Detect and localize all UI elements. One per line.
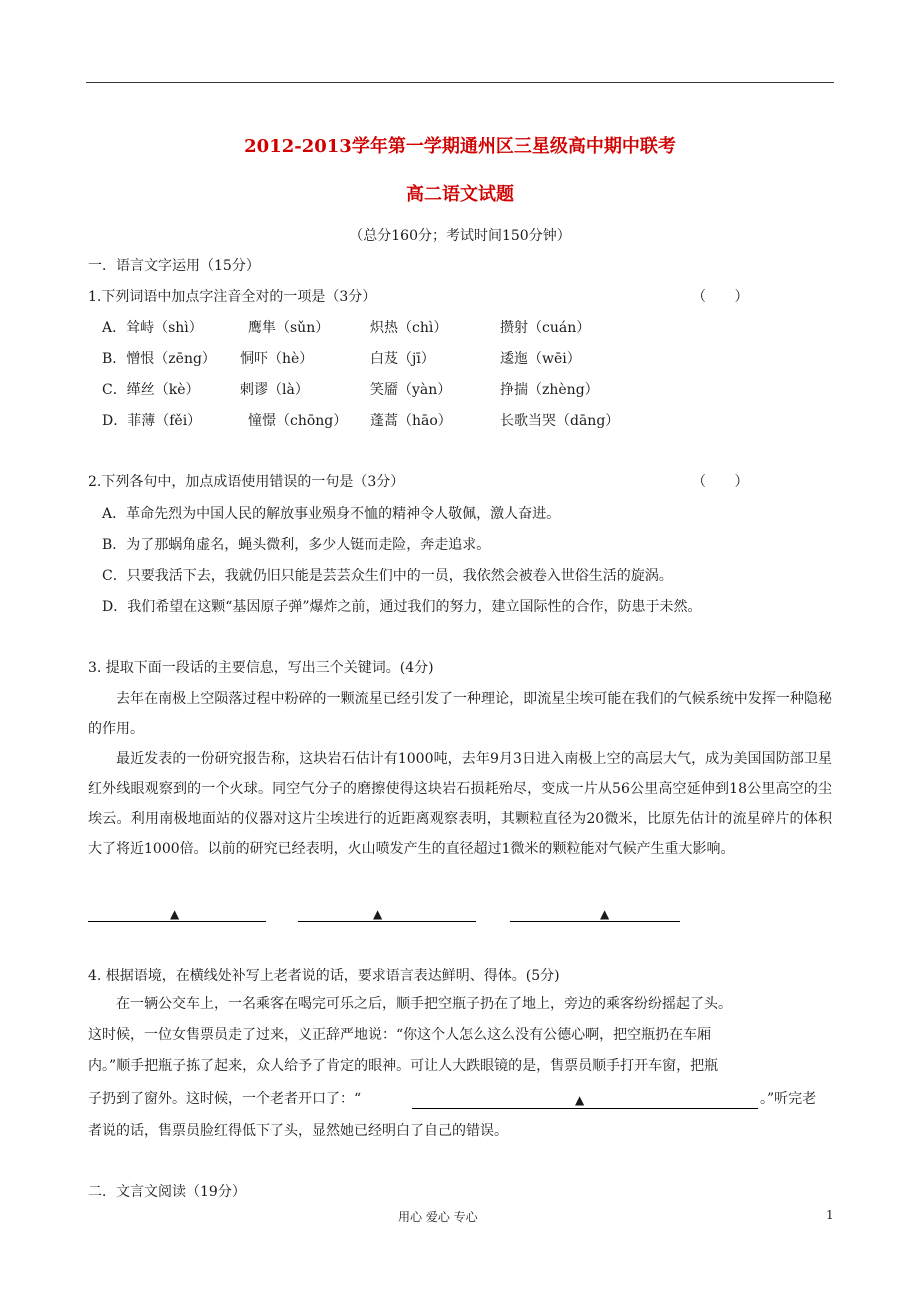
q3-answer-blank-2[interactable]	[298, 901, 476, 922]
q3-blank-3-marker-icon: ▲	[600, 907, 610, 921]
q4-passage-line-1: 在一辆公交车上，一名乘客在喝完可乐之后，顺手把空瓶子扔在了地上，旁边的乘客纷纷摇起了头。	[116, 996, 732, 1012]
page-title: 2012-2013学年第一学期通州区三星级高中期中联考	[244, 136, 676, 157]
q1-row-c-col1: C．缂丝（kè）	[102, 382, 200, 398]
q3-passage-paragraph-1: 去年在南极上空陨落过程中粉碎的一颗流星已经引发了一种理论，即流星尘埃可能在我们的气候系统中发挥一种隐秘的作用。	[88, 691, 832, 737]
q1-row-b-col2: 恫吓（hè）	[240, 351, 314, 367]
q2-option-b: B．为了那蜗角虚名，蝇头微利，多少人铤而走险，奔走追求。	[102, 537, 491, 553]
page-number: 1	[826, 1208, 834, 1222]
question-3-stem: 3. 提取下面一段话的主要信息，写出三个关键词。(4分)	[88, 660, 434, 676]
question-1-answer-bracket: （ ）	[692, 289, 749, 305]
exam-info: （总分160分；考试时间150分钟）	[349, 228, 571, 244]
q3-blank-2-marker-icon: ▲	[373, 907, 383, 921]
q1-row-b-col3: 白芨（jī）	[370, 351, 435, 367]
q2-option-a: A．革命先烈为中国人民的解放事业殒身不恤的精神令人敬佩，激人奋进。	[102, 506, 561, 522]
q4-passage-line-3: 内。”顺手把瓶子拣了起来，众人给予了肯定的眼神。可让人大跌眼镜的是，售票员顺手打开车窗，把瓶	[88, 1058, 719, 1074]
q4-passage-line-4-end: 。”听完老	[760, 1091, 817, 1107]
q1-row-a-col1: A．耸峙（shì）	[102, 320, 203, 336]
header-rule	[86, 82, 834, 83]
q1-row-b-col1: B．憎恨（zēng）	[102, 351, 216, 367]
question-2-stem: 2.下列各句中，加点成语使用错误的一句是（3分）	[88, 474, 405, 490]
q1-row-c-col3: 笑靥（yàn）	[370, 382, 452, 398]
q1-row-b-col4: 逶迤（wēi）	[500, 351, 581, 367]
q4-passage-line-5: 者说的话，售票员脸红得低下了头，显然她已经明白了自己的错误。	[88, 1123, 508, 1139]
q1-row-c-col4: 挣揣（zhèng）	[500, 382, 599, 398]
q4-blank-marker-icon: ▲	[575, 1093, 585, 1107]
q3-passage-paragraph-2: 最近发表的一份研究报告称，这块岩石估计有1000吨，去年9月3日进入南极上空的高层大气，成为美国国防部卫星红外线眼观察到的一个火球。同空气分子的磨擦使得这块岩石损耗殆尽，变成一片从56公里高空延伸到18公里高空的尘埃云。利用南极地面站的仪器对这片尘埃进行的近距离观察表明，其颗粒直径为20微米，比原先估计的流星碎片的体积大了将近1000倍。以前的研究已经表明，火山喷发产生的直径超过1微米的颗粒能对气候产生重大影响。	[88, 751, 832, 857]
q1-row-d-col1: D．菲薄（fěi）	[102, 413, 202, 429]
q1-row-a-col3: 炽热（chì）	[370, 320, 448, 336]
q3-blank-1-marker-icon: ▲	[170, 907, 180, 921]
q1-row-d-col3: 蓬蒿（hāo）	[370, 413, 452, 429]
q4-passage-line-2: 这时候，一位女售票员走了过来，义正辞严地说：“你这个人怎么这么没有公德心啊，把空瓶扔在车厢	[88, 1027, 712, 1043]
q1-row-a-col2: 鹰隼（sǔn）	[248, 320, 330, 336]
section-heading-2: 二．文言文阅读（19分）	[88, 1184, 246, 1200]
question-4-stem: 4. 根据语境，在横线处补写上老者说的话，要求语言表达鲜明、得体。(5分)	[88, 968, 560, 984]
question-2-answer-bracket: （ ）	[692, 474, 749, 490]
q1-row-d-col2: 憧憬（chōng）	[248, 413, 348, 429]
q3-answer-blank-3[interactable]	[510, 901, 680, 922]
q4-passage-line-4: 子扔到了窗外。这时候，一个老者开口了：“	[88, 1091, 362, 1107]
q2-option-d: D．我们希望在这颗“基因原子弹”爆炸之前，通过我们的努力，建立国际性的合作，防患于未然。	[102, 599, 702, 615]
page-subtitle: 高二语文试题	[406, 184, 514, 205]
q2-option-c: C．只要我活下去，我就仍旧只能是芸芸众生们中的一员，我依然会被卷入世俗生活的旋涡。	[102, 568, 673, 584]
footer-motto: 用心 爱心 专心	[398, 1210, 478, 1224]
question-1-stem: 1.下列词语中加点字注音全对的一项是（3分）	[88, 289, 377, 305]
q1-row-a-col4: 攒射（cuán）	[500, 320, 591, 336]
q4-answer-blank[interactable]	[412, 1088, 758, 1109]
q1-row-c-col2: 剌谬（là）	[240, 382, 309, 398]
q1-row-d-col4: 长歌当哭（dāng）	[500, 413, 620, 429]
section-heading-1: 一．语言文字运用（15分）	[88, 258, 260, 274]
